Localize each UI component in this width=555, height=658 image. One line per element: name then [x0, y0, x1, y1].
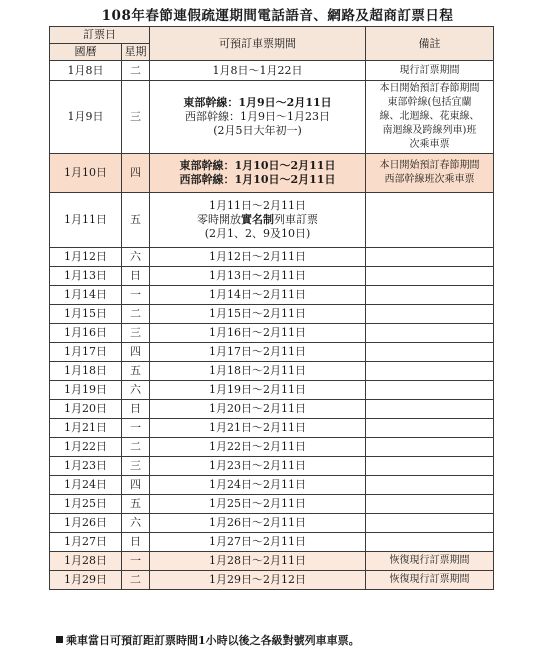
- cell-note: [366, 438, 494, 457]
- header-solar: 國曆: [50, 44, 122, 61]
- cell-range: 1月14日～2月11日: [150, 286, 366, 305]
- cell-date: 1月18日: [50, 362, 122, 381]
- cell-note: 現行訂票期間: [366, 61, 494, 81]
- square-bullet-icon: [56, 636, 63, 643]
- range-text: 零時開放: [197, 213, 241, 226]
- table-row: [50, 514, 494, 533]
- cell-weekday: 四: [122, 476, 150, 495]
- header-note: 備註: [366, 27, 494, 61]
- cell-date: 1月9日: [50, 81, 122, 154]
- cell-weekday: 日: [122, 267, 150, 286]
- table-row: [50, 495, 494, 514]
- table-row: [50, 81, 494, 154]
- cell-date: 1月15日: [50, 305, 122, 324]
- document-title: 108年春節連假疏運期間電話語音、網路及超商訂票日程: [101, 8, 454, 24]
- cell-note: [366, 362, 494, 381]
- range-west-line: 西部幹線：1月10日～2月11日: [179, 173, 336, 186]
- cell-weekday: 一: [122, 286, 150, 305]
- table-row: [50, 343, 494, 362]
- cell-note: [366, 514, 494, 533]
- table-row: [50, 381, 494, 400]
- cell-note: [366, 267, 494, 286]
- cell-note: [366, 343, 494, 362]
- cell-range: 1月23日～2月11日: [150, 457, 366, 476]
- cell-note: [366, 419, 494, 438]
- range-text: 列車訂票: [274, 213, 318, 226]
- cell-date: 1月10日: [50, 154, 122, 193]
- table-row: [50, 400, 494, 419]
- cell-note: [366, 81, 494, 154]
- cell-range: 1月8日～1月22日: [150, 61, 366, 81]
- table-header-row: [50, 27, 494, 44]
- cell-note: [366, 533, 494, 552]
- header-weekday: 星期: [122, 44, 150, 61]
- cell-range: 1月25日～2月11日: [150, 495, 366, 514]
- cell-weekday: 日: [122, 400, 150, 419]
- cell-note: [366, 248, 494, 267]
- table-row: [50, 571, 494, 590]
- range-dates-note: (2月1、2、9及10日): [204, 227, 311, 240]
- note-line: 次乘車票: [409, 139, 450, 150]
- cell-note: [366, 400, 494, 419]
- cell-note: [366, 193, 494, 248]
- cell-range: 1月18日～2月11日: [150, 362, 366, 381]
- cell-note: [366, 381, 494, 400]
- cell-weekday: 二: [122, 571, 150, 590]
- cell-date: 1月23日: [50, 457, 122, 476]
- table-row: [50, 305, 494, 324]
- cell-range: 1月13日～2月11日: [150, 267, 366, 286]
- range-east-line: 東部幹線：1月9日～2月11日: [183, 96, 332, 109]
- cell-weekday: 五: [122, 495, 150, 514]
- cell-range: 1月26日～2月11日: [150, 514, 366, 533]
- cell-date: 1月25日: [50, 495, 122, 514]
- range-east-line: 東部幹線：1月10日～2月11日: [179, 159, 336, 172]
- cell-date: 1月20日: [50, 400, 122, 419]
- cell-range: 1月17日～2月11日: [150, 343, 366, 362]
- cell-date: 1月17日: [50, 343, 122, 362]
- table-row: [50, 61, 494, 81]
- table-row: [50, 267, 494, 286]
- booking-schedule-table: [49, 26, 494, 590]
- range-line: 1月11日～2月11日: [209, 199, 306, 212]
- note-line: 線、北迴線、花東線、: [379, 111, 480, 122]
- cell-weekday: 五: [122, 193, 150, 248]
- cell-range: [150, 193, 366, 248]
- cell-date: 1月12日: [50, 248, 122, 267]
- cell-range: 1月22日～2月11日: [150, 438, 366, 457]
- cell-weekday: 六: [122, 248, 150, 267]
- cell-note: [366, 476, 494, 495]
- cell-range: 1月16日～2月11日: [150, 324, 366, 343]
- cell-weekday: 二: [122, 438, 150, 457]
- note-line: 本日開始預訂春節期間: [379, 83, 480, 94]
- cell-date: 1月27日: [50, 533, 122, 552]
- cell-date: 1月13日: [50, 267, 122, 286]
- footer-text: 乘車當日可預訂距訂票時間1小時以後之各級對號列車車票。: [66, 634, 360, 647]
- cell-date: 1月16日: [50, 324, 122, 343]
- cell-date: 1月24日: [50, 476, 122, 495]
- cell-weekday: 三: [122, 324, 150, 343]
- cell-note: [366, 305, 494, 324]
- cell-range: 1月21日～2月11日: [150, 419, 366, 438]
- cell-note: 恢復現行訂票期間: [366, 552, 494, 571]
- table-row: [50, 324, 494, 343]
- table-row: [50, 438, 494, 457]
- table-row: [50, 362, 494, 381]
- cell-weekday: 四: [122, 343, 150, 362]
- cell-date: 1月26日: [50, 514, 122, 533]
- cell-weekday: 二: [122, 61, 150, 81]
- header-range: 可預訂車票期間: [150, 27, 366, 61]
- cell-range: 1月29日～2月12日: [150, 571, 366, 590]
- table-row: [50, 476, 494, 495]
- cell-range: [150, 154, 366, 193]
- footer-note: [56, 632, 360, 648]
- table-row: [50, 457, 494, 476]
- range-new-year-note: (2月5日大年初一): [213, 124, 302, 137]
- cell-note: [366, 324, 494, 343]
- cell-note: [366, 495, 494, 514]
- cell-range: [150, 81, 366, 154]
- cell-note: [366, 286, 494, 305]
- cell-note: [366, 457, 494, 476]
- cell-weekday: 一: [122, 419, 150, 438]
- table-row: [50, 193, 494, 248]
- cell-range: 1月19日～2月11日: [150, 381, 366, 400]
- note-line: 東部幹線(包括宜蘭: [387, 97, 472, 108]
- cell-range: 1月20日～2月11日: [150, 400, 366, 419]
- cell-weekday: 三: [122, 457, 150, 476]
- cell-weekday: 五: [122, 362, 150, 381]
- table-row: [50, 154, 494, 193]
- cell-range: 1月27日～2月11日: [150, 533, 366, 552]
- table-row: [50, 552, 494, 571]
- table-row: [50, 286, 494, 305]
- table-row: [50, 248, 494, 267]
- note-line: 本日開始預訂春節期間: [379, 160, 480, 171]
- note-line: 西部幹線班次乘車票: [384, 174, 475, 185]
- header-order-day: 訂票日: [50, 27, 150, 44]
- table-row: [50, 419, 494, 438]
- range-realname-line: [152, 213, 363, 227]
- cell-weekday: 一: [122, 552, 150, 571]
- cell-range: 1月28日～2月11日: [150, 552, 366, 571]
- range-west-line: 西部幹線：1月9日～1月23日: [185, 110, 330, 123]
- note-line: 南迴線及跨線列車)班: [382, 125, 477, 136]
- cell-weekday: 六: [122, 514, 150, 533]
- cell-date: 1月21日: [50, 419, 122, 438]
- cell-date: 1月22日: [50, 438, 122, 457]
- cell-date: 1月14日: [50, 286, 122, 305]
- cell-range: 1月12日～2月11日: [150, 248, 366, 267]
- cell-date: 1月11日: [50, 193, 122, 248]
- cell-range: 1月15日～2月11日: [150, 305, 366, 324]
- realname-text: 實名制: [241, 213, 274, 226]
- table-row: [50, 533, 494, 552]
- cell-date: 1月19日: [50, 381, 122, 400]
- cell-range: 1月24日～2月11日: [150, 476, 366, 495]
- cell-weekday: 二: [122, 305, 150, 324]
- cell-weekday: 三: [122, 81, 150, 154]
- cell-weekday: 六: [122, 381, 150, 400]
- cell-note: 恢復現行訂票期間: [366, 571, 494, 590]
- cell-weekday: 日: [122, 533, 150, 552]
- cell-date: 1月28日: [50, 552, 122, 571]
- cell-weekday: 四: [122, 154, 150, 193]
- cell-note: [366, 154, 494, 193]
- cell-date: 1月29日: [50, 571, 122, 590]
- cell-date: 1月8日: [50, 61, 122, 81]
